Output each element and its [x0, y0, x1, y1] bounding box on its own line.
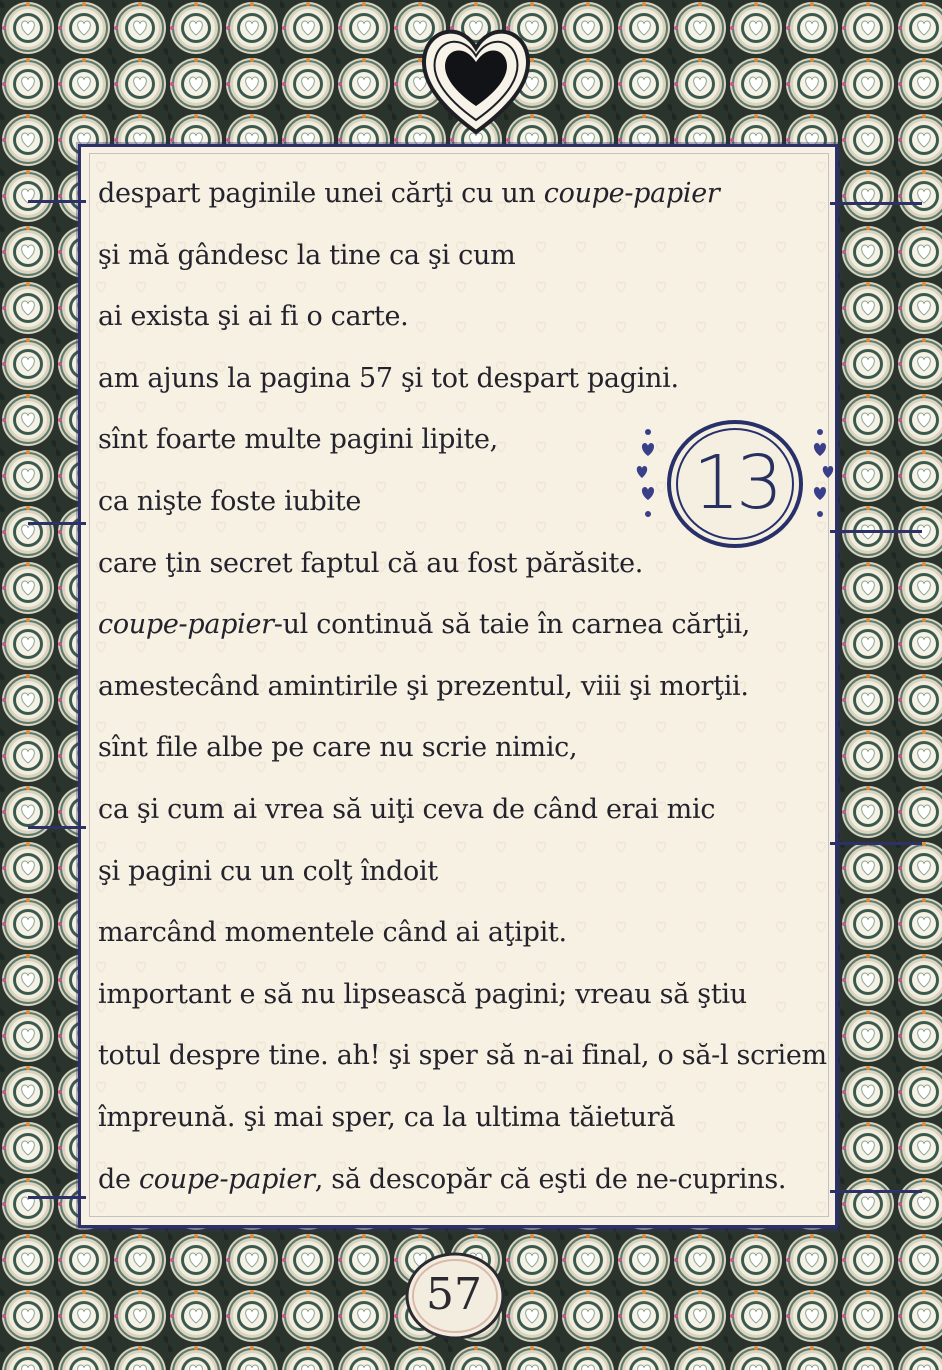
poem-line-segment: important e să nu lipsească pagini; vreau să ştiu	[98, 978, 747, 1010]
chapter-number: 13	[692, 440, 780, 526]
poem-line-segment: şi pagini cu un colţ îndoit	[98, 855, 438, 887]
page-number: 57	[426, 1269, 482, 1320]
hearts-dots-ornament-icon	[814, 429, 833, 517]
poem-line-italic-segment: coupe-papier	[98, 609, 274, 641]
poem-line-italic-segment: coupe-papier	[543, 178, 720, 209]
frame-line	[28, 522, 86, 525]
frame-line	[830, 842, 922, 845]
poem-line-segment: despart paginile unei cărţi cu un	[98, 178, 544, 209]
frame-line	[830, 1190, 922, 1193]
poem-line	[98, 846, 838, 908]
hearts-dots-ornament-icon	[637, 429, 654, 517]
poem-line-segment: sînt foarte multe pagini lipite,	[98, 424, 498, 456]
poem-line-segment: ca şi cum ai vrea să uiţi ceva de când erai mic	[98, 793, 716, 825]
frame-line	[830, 530, 922, 533]
poem-line	[98, 969, 838, 1031]
poem-line-segment: totul despre tine. ah! şi sper să n-ai final, o să-l scriem	[98, 1040, 827, 1072]
frame-line	[28, 826, 86, 829]
poem-line	[98, 722, 838, 784]
poem-line	[98, 599, 838, 661]
poem-line-segment: care ţin secret faptul că au fost părăsite.	[98, 547, 644, 579]
poem-line	[98, 784, 838, 846]
poem-text	[98, 168, 838, 1215]
frame-line	[830, 202, 922, 205]
poem-line	[98, 1030, 838, 1092]
poem-line-segment: amestecând amintirile şi prezentul, viii şi morţii.	[98, 670, 749, 702]
poem-line	[98, 661, 838, 723]
poem-line-segment: sînt file albe pe care nu scrie nimic,	[98, 732, 578, 764]
poem-line-segment: ca nişte foste iubite	[98, 485, 362, 517]
poem-line-segment: şi mă gândesc la tine ca şi cum	[98, 239, 516, 271]
poem-line	[98, 168, 838, 230]
poem-line-segment: , să descopăr că eşti de ne-cuprins.	[314, 1163, 787, 1195]
frame-line	[28, 1196, 86, 1199]
heart-icon	[414, 14, 538, 138]
poem-line-segment: marcând momentele când ai aţipit.	[98, 917, 567, 949]
poem-line-segment: de	[98, 1163, 139, 1195]
poem-line-segment: am ajuns la pagina 57 şi tot despart pagini.	[98, 362, 679, 394]
poem-line	[98, 1092, 838, 1154]
poem-line	[98, 907, 838, 969]
poem-line	[98, 353, 838, 415]
poem-line	[98, 291, 838, 353]
poem-line-segment: ai exista şi ai fi o carte.	[98, 301, 409, 333]
poem-line-segment: împreună. şi mai sper, ca la ultima tăietură	[98, 1101, 676, 1133]
poem-line	[98, 230, 838, 292]
poem-line-segment: -ul continuă să taie în carnea cărţii,	[273, 609, 751, 641]
poem-line	[98, 1154, 838, 1216]
poem-line-italic-segment: coupe-papier	[138, 1163, 315, 1195]
frame-line	[28, 200, 86, 203]
